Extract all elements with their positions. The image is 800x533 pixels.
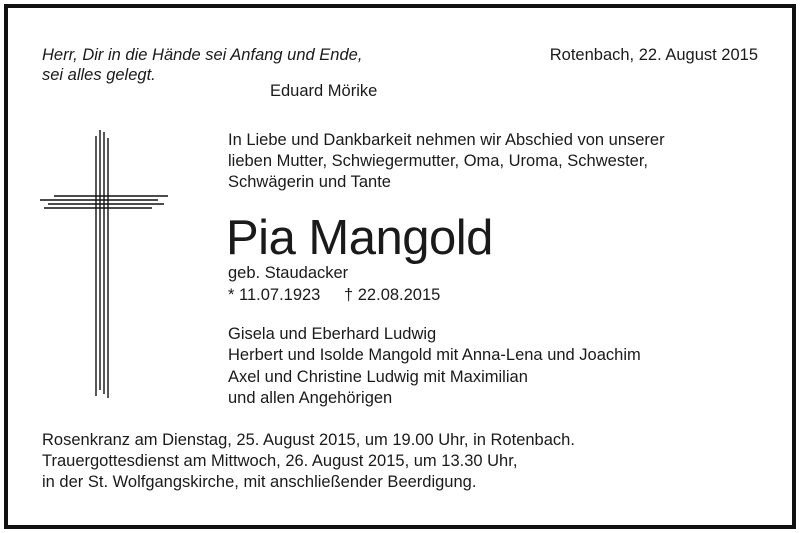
intro-line-1: In Liebe und Dankbarkeit nehmen wir Abschied von unserer [228,131,665,149]
mourner-line-4: und allen Angehörigen [228,389,393,407]
latin-cross-icon [40,128,168,398]
service-line-3: in der St. Wolfgangskirche, mit anschließender Beerdigung. [42,473,477,491]
birth-name: geb. Staudacker [228,264,349,282]
death-date: † 22.08.2015 [344,286,441,304]
service-line-1: Rosenkranz am Dienstag, 25. August 2015, um 19.00 Uhr, in Rotenbach. [42,431,575,449]
quote-line-2: sei alles gelegt. [42,66,156,84]
place-date: Rotenbach, 22. August 2015 [549,46,758,64]
intro-line-3: Schwägerin und Tante [228,173,391,191]
quote-line-1: Herr, Dir in die Hände sei Anfang und Ende, [42,46,363,64]
mourner-line-1: Gisela und Eberhard Ludwig [228,325,437,343]
quote-author: Eduard Mörike [270,82,378,100]
deceased-name: Pia Mangold [226,211,493,265]
intro-line-2: lieben Mutter, Schwiegermutter, Oma, Uroma, Schwester, [228,152,649,170]
birth-date: * 11.07.1923 [228,286,321,304]
mourner-line-2: Herbert und Isolde Mangold mit Anna-Lena und Joachim [228,346,641,364]
service-line-2: Trauergottesdienst am Mittwoch, 26. August 2015, um 13.30 Uhr, [42,452,518,470]
mourner-line-3: Axel und Christine Ludwig mit Maximilian [228,368,528,386]
